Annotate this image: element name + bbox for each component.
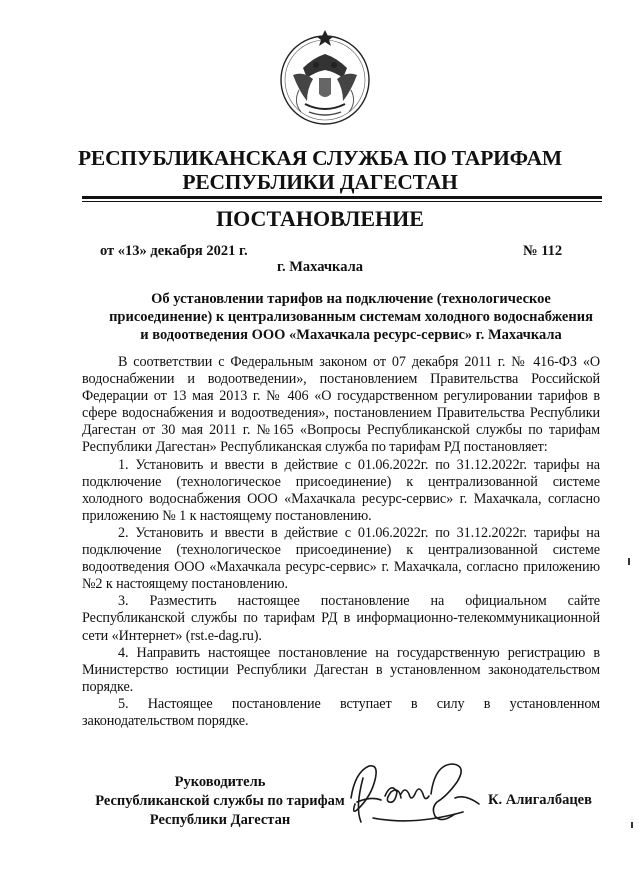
header-divider-thick	[82, 196, 602, 199]
body-paragraph-item-5: 5. Настоящее постановление вступает в силу в установленном законодательством порядке.	[82, 695, 600, 729]
signer-position-line1: Руководитель	[174, 774, 266, 790]
document-city: г. Махачкала	[277, 259, 363, 275]
handwritten-signature-icon	[343, 758, 493, 834]
body-paragraph-preamble: В соответствии с Федеральным законом от 07 декабря 2011 г. № 416-ФЗ «О водоснабжении и водоотведении», постановлением Правительства Российской Федерации от 13 мая 2013 г. № 406 «О государственном регулировании тарифов в сфере водоснабжения и водоотведения», постановлением Правительства Республики Дагестан от 30 мая 2011 г. №165 «Вопросы Республиканской службы по тарифам Республики Дагестан» Республиканская служба по тарифам РД постановляет:	[82, 354, 600, 456]
document-body	[82, 354, 600, 730]
body-paragraph-item-4: 4. Направить настоящее постановление на государственную регистрацию в Министерство юстиции Республики Дагестан в установленном законодательством порядке.	[82, 644, 600, 695]
dagestan-coat-of-arms-icon	[275, 20, 375, 132]
document-number: № 112	[523, 243, 563, 259]
scan-artifact	[631, 822, 633, 828]
document-title: ПОСТАНОВЛЕНИЕ	[216, 206, 424, 231]
body-paragraph-item-1: 1. Установить и ввести в действие с 01.06.2022г. по 31.12.2022г. тарифы на подключение (технологическое присоединение) к централизованной системе холодного водоснабжения ООО «Махачкала ресурс-сервис» г. Махачкала, согласно приложению № 1 к настоящему постановлению.	[82, 456, 600, 524]
scan-artifact	[628, 558, 630, 565]
body-paragraph-item-2: 2. Установить и ввести в действие с 01.06.2022г. по 31.12.2022г. тарифы на подключение (технологическое присоединение) к централизованной системе водоотведения ООО «Махачкала ресурс-сервис» г. Махачкала, согласно приложению №2 к настоящему постановлению.	[82, 524, 600, 593]
document-subject: Об установлении тарифов на подключение (технологическое присоединение) к централизованным системам холодного водоснабжения и водоотведения ООО «Махачкала ресурс-сервис» г. Махачкала	[109, 291, 593, 343]
signer-position-line3: Республики Дагестан	[149, 812, 291, 828]
signer-position	[90, 773, 350, 830]
document-date: от «13» декабря 2021 г.	[100, 243, 248, 259]
signer-name: К. Алигалбацев	[488, 792, 592, 808]
body-paragraph-item-3: 3. Разместить настоящее постановление на официальном сайте Республиканской службы по тарифам РД в информационно-телекоммуникационной сети «Интернет» (rst.e-dag.ru).	[82, 593, 600, 644]
agency-name-line2: РЕСПУБЛИКИ ДАГЕСТАН	[182, 170, 458, 194]
agency-name-line1: РЕСПУБЛИКАНСКАЯ СЛУЖБА ПО ТАРИФАМ	[78, 146, 562, 170]
signer-position-line2: Республиканской службы по тарифам	[95, 793, 345, 809]
header-divider-thin	[82, 201, 602, 202]
